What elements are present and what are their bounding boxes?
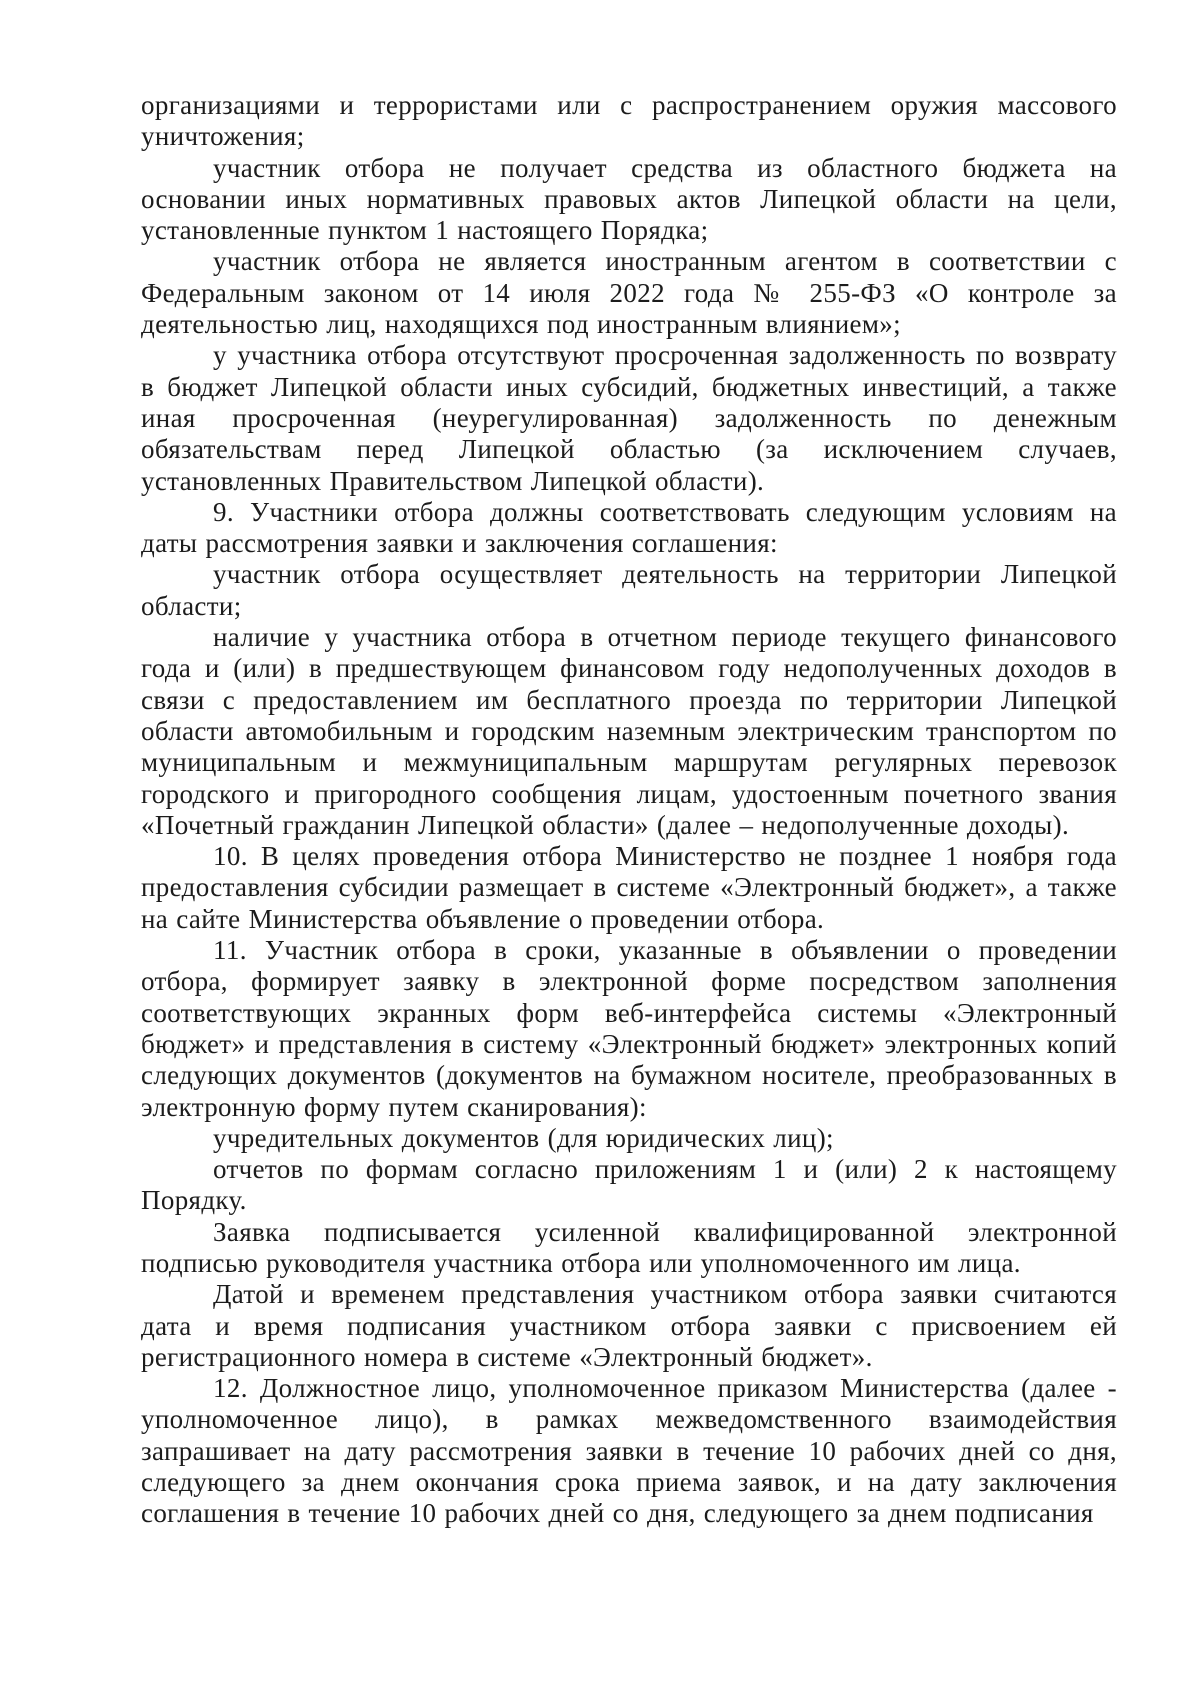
paragraph-submission-date: Датой и временем представления участником отбора заявки считаются дата и время подписания участником отбора заявки с присвоением ей регистрационного номера в системе «Электронный бюджет». [141,1279,1117,1372]
paragraph-clause-11: 11. Участник отбора в сроки, указанные в объявлении о проведении отбора, формирует заявку в электронной форме посредством заполнения соответствующих экранных форм веб-интерфейса системы «Электронный бюджет» и представления в систему «Электронный бюджет» электронных копий следующих документов (документов на бумажном носителе, преобразованных в электронную форму путем сканирования): [141,935,1117,1122]
paragraph-clause-10: 10. В целях проведения отбора Министерство не позднее 1 ноября года предоставления субсидии размещает в системе «Электронный бюджет», а также на сайте Министерства объявление о проведении отбора. [141,841,1117,934]
paragraph-reports: отчетов по формам согласно приложениям 1 и (или) 2 к настоящему Порядку. [141,1154,1117,1216]
paragraph-signature: Заявка подписывается усиленной квалифицированной электронной подписью руководителя участника отбора или уполномоченного им лица. [141,1216,1117,1278]
paragraph-clause-9: 9. Участники отбора должны соответствовать следующим условиям на даты рассмотрения заявки и заключения соглашения: [141,496,1117,559]
paragraph-continuation: организациями и террористами или с распространением оружия массового уничтожения; [141,90,1117,152]
paragraph-no-budget-funds: участник отбора не получает средства из областного бюджета на основании иных нормативных правовых актов Липецкой области на цели, установленные пунктом 1 настоящего Порядка; [141,152,1117,246]
paragraph-founding-documents: учредительных документов (для юридических лиц); [213,1122,834,1153]
paragraph-no-overdue-debt: у участника отбора отсутствуют просроченная задолженность по возврату в бюджет Липецкой области иных субсидий, бюджетных инвестиций, а также иная просроченная (неурегулированная) задолженность по денежным обязательствам перед Липецкой областью (за исключением случаев, установленных Правительством Липецкой области). [141,340,1117,496]
paragraph-clause-12: 12. Должностное лицо, уполномоченное приказом Министерства (далее - уполномоченное лицо), в рамках межведомственного взаимодействия запрашивает на дату рассмотрения заявки в течение 10 рабочих дней со дня, следующего за днем окончания срока приема заявок, и на дату заключения соглашения в течение 10 рабочих дней со дня, следующего за днем подписания [141,1373,1117,1529]
paragraph-lost-income: наличие у участника отбора в отчетном периоде текущего финансового года и (или) в предшествующем финансовом году недополученных доходов в связи с предоставлением им бесплатного проезда по территории Липецкой области автомобильным и городским наземным электрическим транспортом по муниципальным и межмуниципальным маршрутам регулярных перевозок городского и пригородного сообщения лицам, удостоенным почетного звания «Почетный гражданин Липецкой области» (далее – недополученные доходы). [141,622,1117,840]
paragraph-operates-in-region: участник отбора осуществляет деятельность на территории Липецкой области; [141,559,1117,621]
paragraph-not-foreign-agent: участник отбора не является иностранным агентом в соответствии с Федеральным законом от 14 июля 2022 года № 255-ФЗ «О контроле за деятельностью лиц, находящихся под иностранным влиянием»; [141,246,1117,340]
document-body [141,90,1117,1530]
